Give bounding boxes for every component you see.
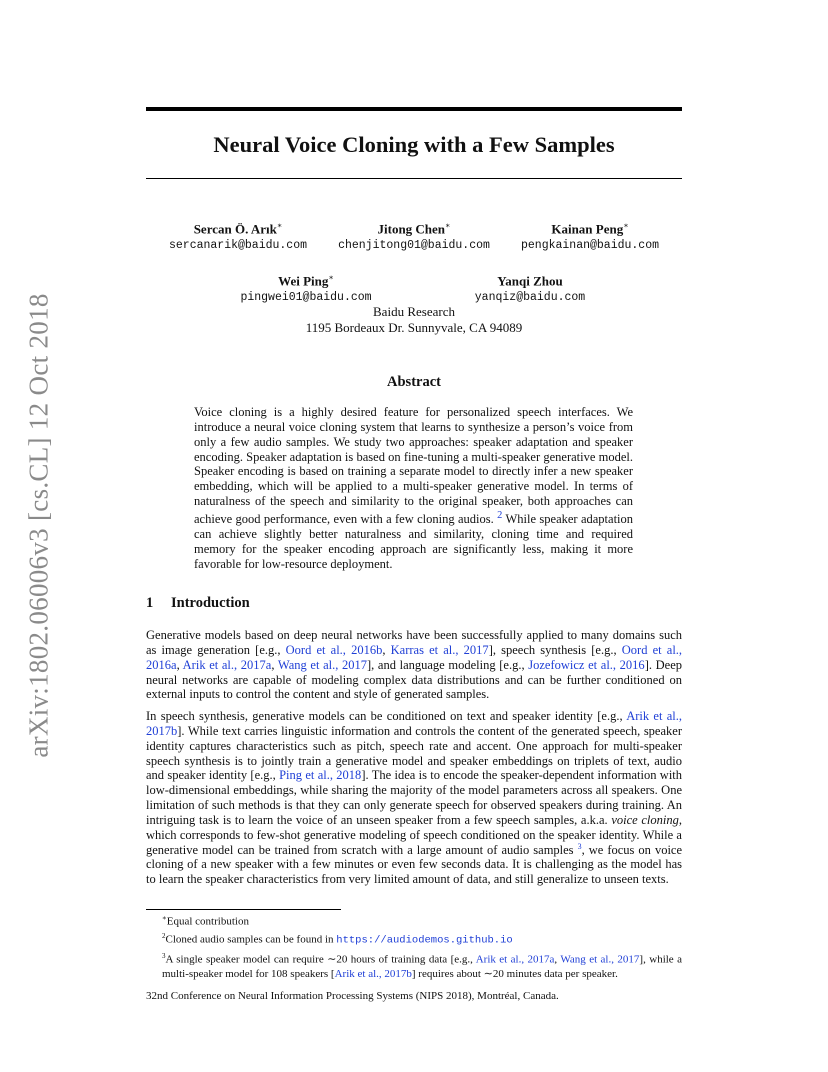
footnote-3: $^3$A single speaker model can require ∼20 hours of training data [e.g., Arik et al., 2017a, Wang et al., 2017], while a multi-speaker model for 108 speakers [Arik et al., 2017b] requires about ∼20 minutes data per speaker.: [162, 951, 682, 980]
arxiv-identifier: arXiv:1802.06006v3 [cs.CL] 12 Oct 2018: [23, 292, 54, 758]
footnote-link[interactable]: 3: [577, 841, 582, 851]
audio-demo-link[interactable]: https://audiodemos.github.io: [336, 934, 513, 947]
footnote-link[interactable]: 2: [497, 509, 503, 521]
citation-link[interactable]: Arik et al., 2017b: [334, 967, 412, 980]
abstract-heading: Abstract: [387, 374, 441, 390]
author-name: Wei Ping∗: [278, 273, 334, 289]
author-email: pengkainan@baidu.com: [520, 239, 660, 253]
section-title: Introduction: [171, 595, 250, 611]
affiliation-address: 1195 Bordeaux Dr. Sunnyvale, CA 94089: [305, 320, 523, 335]
author-email: chenjitong01@baidu.com: [338, 239, 490, 253]
intro-paragraph-1: Generative models based on deep neural networks have been successfully applied to many domains such as image generation [e.g., Oord et al., 2016b, Karras et al., 2017], speech synthesis [e.g., Oord et al., 2016a, Arik et al., 2017a, Wang et al., 2017], and language modeling [e.g., Jozefowicz et al., 2016]. Deep neural networks are capable of modeling complex data distributions and can be further conditioned on external inputs to control the content and style of generated samples.: [146, 628, 683, 702]
author-name: Kainan Peng∗: [551, 221, 629, 237]
footnote-1: ∗Equal contribution: [162, 914, 249, 928]
citation-link[interactable]: Arik et al., 2017b: [146, 709, 682, 738]
author-name: Yanqi Zhou: [497, 273, 563, 289]
citation-link[interactable]: Jozefowicz et al., 2016: [528, 657, 645, 672]
citation-link[interactable]: Wang et al., 2017: [277, 657, 367, 672]
author-email: pingwei01@baidu.com: [240, 291, 372, 305]
author-name: Sercan Ö. Arık∗: [193, 221, 283, 237]
abstract-body: Voice cloning is a highly desired feature for personalized speech interfaces. We introduce a neural voice cloning system that learns to synthesize a person’s voice from only a few audio samples. We study two approaches: speaker adaptation and speaker encoding. Speaker adaptation is based on fine-tuning a multi-speaker generative model. Speaker encoding is based on training a separate model to directly infer a new speaker embedding, which will be applied to a multi-speaker generative model. In terms of naturalness of the speech and similarity to the original speaker, both approaches can achieve good performance, even with a few cloning audios. $^2$ While speaker adaptation can achieve slightly better naturalness and similarity, cloning time and required memory for the speaker encoding approach are significantly less, making it more favorable for low-resource deployment.: [194, 405, 634, 571]
citation-link[interactable]: Arik et al., 2017a: [182, 657, 272, 672]
footnote-rule: [146, 909, 341, 910]
citation-link[interactable]: Wang et al., 2017: [560, 953, 640, 966]
author-block: [500, 217, 680, 254]
section-heading: [146, 595, 250, 612]
conference-note: 32nd Conference on Neural Information Processing Systems (NIPS 2018), Montréal, Canada.: [146, 990, 559, 1002]
citation-link[interactable]: Oord et al., 2016a: [146, 642, 683, 672]
citation-link[interactable]: Ping et al., 2018: [279, 768, 362, 783]
footnotes: [146, 911, 682, 981]
citation-link[interactable]: Oord et al., 2016b: [285, 642, 383, 657]
section-number: 1: [146, 595, 154, 611]
title-rule-top: [146, 107, 682, 111]
author-block: [440, 269, 620, 306]
intro-paragraph-2: In speech synthesis, generative models can be conditioned on text and speaker identity [e.g., Arik et al., 2017b]. While text carries linguistic information and controls the content of the generated speech, speaker identity captures characteristics such as pitch, speech rate and accent. One approach for multi-speaker speech synthesis is to jointly train a generative model and speaker embeddings on triplets of text, audio and speaker identity [e.g., Ping et al., 2018]. The idea is to encode the speaker-dependent information with low-dimensional embeddings, while sharing the majority of the model parameters across all speakers. One limitation of such methods is that they can only generate speech for observed speakers during training. An intriguing task is to learn the voice of an unseen speaker from a few speech samples, a.k.a. voice cloning, which corresponds to few-shot generative modeling of speech conditioned on the speaker identity. While a generative model can be trained from scratch with a large amount of audio samples $^3$, we focus on voice cloning of a new speaker with a few minutes or even few seconds data. It is challenging as the model has to learn the speaker characteristics from very limited amount of data, and still generalize to unseen texts.: [146, 709, 683, 887]
paper-title: Neural Voice Cloning with a Few Samples: [213, 132, 615, 157]
author-block: [324, 217, 504, 254]
footnote-2: $^2$Cloned audio samples can be found in https://audiodemos.github.io: [162, 932, 513, 947]
citation-link[interactable]: Arik et al., 2017a: [475, 953, 555, 966]
author-block: [216, 269, 396, 306]
author-block: [148, 217, 328, 254]
affiliation-org: Baidu Research: [373, 304, 455, 319]
author-email: sercanarik@baidu.com: [168, 239, 308, 253]
citation-link[interactable]: Karras et al., 2017: [390, 642, 489, 657]
author-name: Jitong Chen∗: [377, 221, 451, 237]
author-email: yanqiz@baidu.com: [474, 291, 586, 305]
affiliation: [146, 304, 682, 336]
title-rule-bottom: [146, 178, 682, 179]
